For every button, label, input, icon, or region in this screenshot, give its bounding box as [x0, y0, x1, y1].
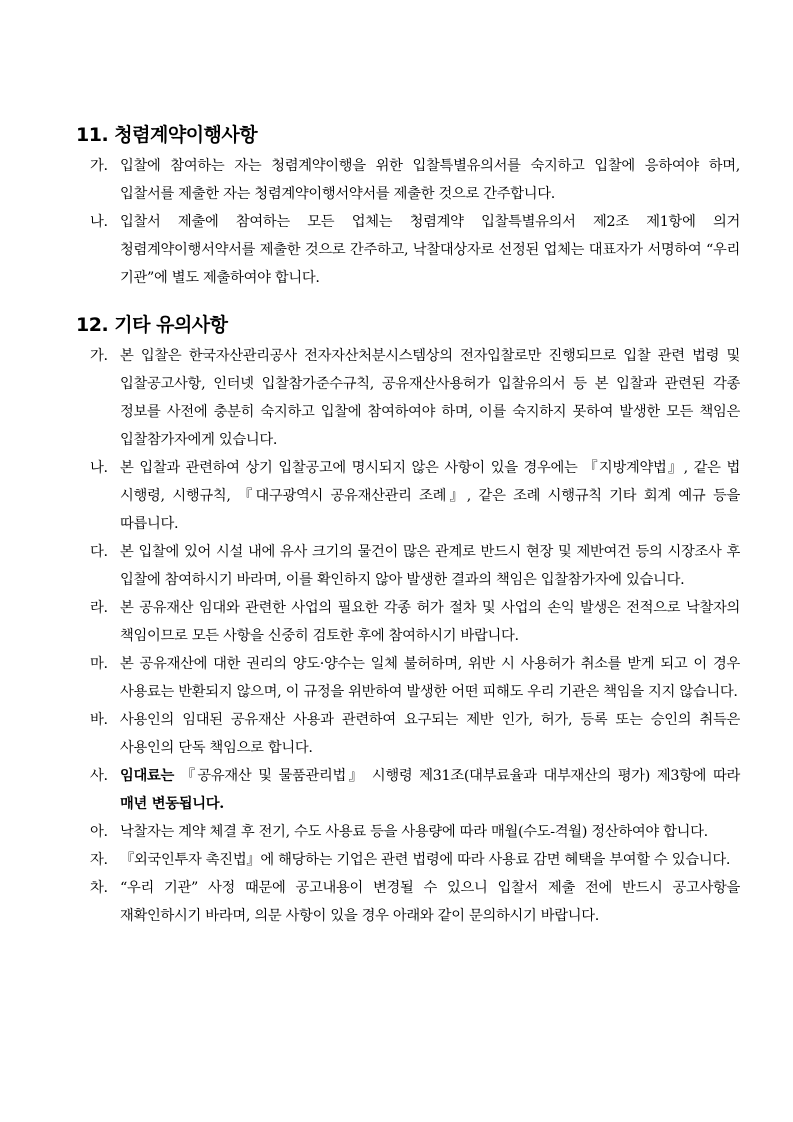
item-text: 『공유재산 및 물품관리법』 시행령 제31조(대부료율과 대부재산의 평가) 제3항에 따라 [174, 768, 740, 784]
section-heading: 12. 기타 유의사항 [76, 314, 228, 336]
item-marker: 라. [90, 600, 108, 616]
section-integrity-contract [76, 122, 740, 292]
item-text: 본 입찰과 관련하여 상기 입찰공고에 명시되지 않은 사항이 있을 경우에는 『지방계약법』, 같은 법 시행령, 시행규칙, 『대구광역시 공유재산관리 조례』, 같은 조례 시행규칙 기타 회계 예규 등을 따릅니다. [120, 460, 740, 532]
list-item [76, 706, 740, 762]
item-marker: 사. [90, 768, 108, 784]
section-other-notes [76, 312, 740, 930]
list-item [76, 874, 740, 930]
list-item [76, 818, 740, 846]
list-item [76, 538, 740, 594]
item-marker: 다. [90, 544, 108, 560]
item-text: 『외국인투자 촉진법』에 해당하는 기업은 관련 법령에 따라 사용료 감면 혜택을 부여할 수 있습니다. [120, 852, 731, 868]
section-heading: 11. 청렴계약이행사항 [76, 124, 258, 146]
list-item [76, 342, 740, 454]
item-text: 본 공유재산에 대한 권리의 양도·양수는 일체 불허하며, 위반 시 사용허가 취소를 받게 되고 이 경우 사용료는 반환되지 않으며, 이 규정을 위반하여 발생한 어떤 피해도 우리 기관은 책임을 지지 않습니다. [120, 656, 740, 700]
list-item [76, 594, 740, 650]
item-marker: 마. [90, 656, 108, 672]
item-marker: 아. [90, 824, 108, 840]
item-marker: 가. [90, 158, 108, 174]
item-text: “우리 기관” 사정 때문에 공고내용이 변경될 수 있으니 입찰서 제출 전에 반드시 공고사항을 재확인하시기 바라며, 의문 사항이 있을 경우 아래와 같이 문의하시기 바랍니다. [120, 880, 740, 924]
list-item [76, 846, 740, 874]
item-text: 본 공유재산 임대와 관련한 사업의 필요한 각종 허가 절차 및 사업의 손익 발생은 전적으로 낙찰자의 책임이므로 모든 사항을 신중히 검토한 후에 참여하시기 바랍니다. [120, 600, 740, 644]
item-marker: 자. [90, 852, 108, 868]
item-marker: 차. [90, 880, 108, 896]
item-text: 입찰서 제출에 참여하는 모든 업체는 청렴계약 입찰특별유의서 제2조 제1항에 의거 청렴계약이행서약서를 제출한 것으로 간주하고, 낙찰대상자로 선정된 업체는 대표자가 서명하여 “우리 기관”에 별도 제출하여야 합니다. [120, 214, 740, 286]
item-marker: 가. [90, 348, 108, 364]
rent-emphasis: 임대료는 [120, 768, 175, 784]
list-item [76, 454, 740, 538]
item-text: 입찰에 참여하는 자는 청렴계약이행을 위한 입찰특별유의서를 숙지하고 입찰에 응하여야 하며, 입찰서를 제출한 자는 청렴계약이행서약서를 제출한 것으로 간주합니다. [120, 158, 740, 202]
item-marker: 나. [90, 460, 108, 476]
item-text: 본 입찰은 한국자산관리공사 전자자산처분시스템상의 전자입찰로만 진행되므로 입찰 관련 법령 및 입찰공고사항, 인터넷 입찰참가준수규칙, 공유재산사용허가 입찰유의서 등 본 입찰과 관련된 각종 정보를 사전에 충분히 숙지하고 입찰에 참여하여야 하며, 이를 숙지하지 못하여 발생한 모든 책임은 입찰참가자에게 있습니다. [120, 348, 740, 448]
annual-change-emphasis: 매년 변동됩니다. [120, 796, 224, 812]
item-text: 사용인의 임대된 공유재산 사용과 관련하여 요구되는 제반 인가, 허가, 등록 또는 승인의 취득은 사용인의 단독 책임으로 합니다. [120, 712, 740, 756]
item-text: 낙찰자는 계약 체결 후 전기, 수도 사용료 등을 사용량에 따라 매월(수도-격월) 정산하여야 합니다. [120, 824, 708, 840]
list-item [76, 650, 740, 706]
list-item [76, 208, 740, 292]
list-item [76, 152, 740, 208]
item-text: 본 입찰에 있어 시설 내에 유사 크기의 물건이 많은 관계로 반드시 현장 및 제반여건 등의 시장조사 후 입찰에 참여하시기 바라며, 이를 확인하지 않아 발생한 결과의 책임은 입찰참가자에 있습니다. [120, 544, 740, 588]
list-item [76, 762, 740, 818]
item-marker: 나. [90, 214, 108, 230]
item-marker: 바. [90, 712, 108, 728]
